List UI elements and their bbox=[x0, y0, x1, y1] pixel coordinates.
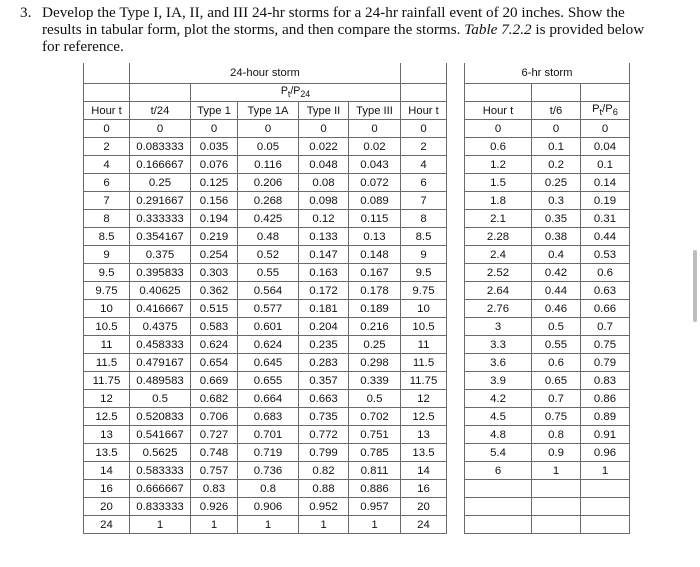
table-cell: 12 bbox=[401, 390, 447, 408]
table-cell: 0.1 bbox=[581, 156, 630, 174]
table-cell: 0.4 bbox=[532, 246, 581, 264]
table-cell: 0.339 bbox=[349, 372, 401, 390]
table-cell: 11.75 bbox=[84, 372, 130, 390]
table-cell: 0.4375 bbox=[130, 318, 191, 336]
table-cell: 0.14 bbox=[581, 174, 630, 192]
table-cell: 1.5 bbox=[465, 174, 532, 192]
table-cell: 0.701 bbox=[238, 426, 299, 444]
table-cell: 3.9 bbox=[465, 372, 532, 390]
table-cell: 4 bbox=[84, 156, 130, 174]
table-cell: 4.2 bbox=[465, 390, 532, 408]
col-header-type-1: Type 1 bbox=[191, 102, 238, 120]
table-cell bbox=[532, 498, 581, 516]
table-cell: 0.089 bbox=[349, 192, 401, 210]
table-row bbox=[84, 372, 630, 390]
table-cell: 13 bbox=[84, 426, 130, 444]
table-cell: 1 bbox=[238, 516, 299, 534]
table-cell: 0.125 bbox=[191, 174, 238, 192]
table-row bbox=[84, 156, 630, 174]
table-cell: 0.08 bbox=[299, 174, 349, 192]
table-row bbox=[84, 444, 630, 462]
table-cell: 0.298 bbox=[349, 354, 401, 372]
table-row bbox=[84, 498, 630, 516]
table-cell: 6 bbox=[401, 174, 447, 192]
table-cell: 0.147 bbox=[299, 246, 349, 264]
table-cell: 0.7 bbox=[581, 318, 630, 336]
table-cell: 0.785 bbox=[349, 444, 401, 462]
table-cell: 1 bbox=[191, 516, 238, 534]
table-cell: 14 bbox=[84, 462, 130, 480]
table-cell: 0 bbox=[532, 120, 581, 138]
table-cell: 0.7 bbox=[532, 390, 581, 408]
table-cell: 0.6 bbox=[465, 138, 532, 156]
table-row bbox=[84, 336, 630, 354]
problem-number: 3. bbox=[20, 4, 32, 21]
table-cell: 0.926 bbox=[191, 498, 238, 516]
table-row bbox=[84, 120, 630, 138]
table-cell: 2 bbox=[84, 138, 130, 156]
storm6-label: 6-hr storm bbox=[465, 63, 630, 84]
table-cell: 0.395833 bbox=[130, 264, 191, 282]
table-cell: 0.13 bbox=[349, 228, 401, 246]
col-header-hour-repeat: Hour t bbox=[401, 102, 447, 120]
table-cell: 0.189 bbox=[349, 300, 401, 318]
table-cell: 0.25 bbox=[532, 174, 581, 192]
table-cell: 0.235 bbox=[299, 336, 349, 354]
table-cell: 0.35 bbox=[532, 210, 581, 228]
table-cell: 11 bbox=[84, 336, 130, 354]
table-row bbox=[84, 462, 630, 480]
table-cell: 0.83 bbox=[581, 372, 630, 390]
table-cell: 0.654 bbox=[191, 354, 238, 372]
table-cell: 0.206 bbox=[238, 174, 299, 192]
table-cell: 0.40625 bbox=[130, 282, 191, 300]
table-row bbox=[84, 516, 630, 534]
table-cell: 9.75 bbox=[84, 282, 130, 300]
table-cell bbox=[532, 516, 581, 534]
table-cell: 2 bbox=[401, 138, 447, 156]
table-cell: 0.9 bbox=[532, 444, 581, 462]
table-cell: 0.706 bbox=[191, 408, 238, 426]
table-cell: 0.65 bbox=[532, 372, 581, 390]
table-cell: 13.5 bbox=[84, 444, 130, 462]
table-cell: 0 bbox=[349, 120, 401, 138]
table-cell: 0.6 bbox=[581, 264, 630, 282]
table-cell: 1.2 bbox=[465, 156, 532, 174]
table-cell: 4.8 bbox=[465, 426, 532, 444]
table-cell: 0.048 bbox=[299, 156, 349, 174]
problem-text-before: Develop the Type I, IA, II, and III 24-hr storms for a 24-hr rainfall event of 20 inches. Show the results in tabular form, plot the storms, and then compare the storms. bbox=[42, 4, 625, 38]
table-cell: 0.75 bbox=[581, 336, 630, 354]
table-cell bbox=[581, 516, 630, 534]
table-cell: 0.04 bbox=[581, 138, 630, 156]
table-cell: 3.3 bbox=[465, 336, 532, 354]
problem-statement bbox=[20, 4, 660, 55]
table-cell: 0.172 bbox=[299, 282, 349, 300]
table-cell: 6 bbox=[465, 462, 532, 480]
table-cell: 0.702 bbox=[349, 408, 401, 426]
table-cell: 9.5 bbox=[401, 264, 447, 282]
table-cell: 11.5 bbox=[84, 354, 130, 372]
table-row bbox=[84, 354, 630, 372]
table-cell: 0.38 bbox=[532, 228, 581, 246]
table-cell: 0.178 bbox=[349, 282, 401, 300]
table-cell: 0.757 bbox=[191, 462, 238, 480]
table-cell: 0.55 bbox=[238, 264, 299, 282]
table-cell: 0.811 bbox=[349, 462, 401, 480]
table-cell: 0.268 bbox=[238, 192, 299, 210]
table-cell: 0.31 bbox=[581, 210, 630, 228]
table-cell: 10.5 bbox=[84, 318, 130, 336]
table-cell: 0.3 bbox=[532, 192, 581, 210]
table-cell: 12.5 bbox=[401, 408, 447, 426]
table-row bbox=[84, 282, 630, 300]
table-cell: 8.5 bbox=[401, 228, 447, 246]
table-cell: 16 bbox=[84, 480, 130, 498]
table-cell: 0.799 bbox=[299, 444, 349, 462]
table-cell: 0.42 bbox=[532, 264, 581, 282]
table-cell: 0.55 bbox=[532, 336, 581, 354]
table-cell: 4 bbox=[401, 156, 447, 174]
col-header-t-24: t/24 bbox=[130, 102, 191, 120]
table-cell: 0.076 bbox=[191, 156, 238, 174]
table-cell: 0.86 bbox=[581, 390, 630, 408]
col-header-type-2: Type II bbox=[299, 102, 349, 120]
table-cell: 0.083333 bbox=[130, 138, 191, 156]
table-cell: 2.1 bbox=[465, 210, 532, 228]
table-cell: 0.291667 bbox=[130, 192, 191, 210]
table-cell: 0.624 bbox=[191, 336, 238, 354]
table-cell: 0 bbox=[581, 120, 630, 138]
table-cell: 0.541667 bbox=[130, 426, 191, 444]
table-cell: 10.5 bbox=[401, 318, 447, 336]
table-cell: 0.354167 bbox=[130, 228, 191, 246]
table-row bbox=[84, 192, 630, 210]
table-cell: 2.76 bbox=[465, 300, 532, 318]
table-cell: 0.833333 bbox=[130, 498, 191, 516]
table-cell: 0.02 bbox=[349, 138, 401, 156]
table-cell: 4.5 bbox=[465, 408, 532, 426]
table-row bbox=[84, 210, 630, 228]
table-cell: 3 bbox=[465, 318, 532, 336]
table-cell: 0.072 bbox=[349, 174, 401, 192]
table-cell: 8.5 bbox=[84, 228, 130, 246]
table-cell bbox=[465, 516, 532, 534]
table-cell: 6 bbox=[84, 174, 130, 192]
table-cell: 20 bbox=[84, 498, 130, 516]
table-cell: 0.515 bbox=[191, 300, 238, 318]
table-cell: 0.2 bbox=[532, 156, 581, 174]
table-cell: 0.25 bbox=[130, 174, 191, 192]
table-cell: 0.663 bbox=[299, 390, 349, 408]
table-cell: 0.148 bbox=[349, 246, 401, 264]
col-header-hour-24: Hour t bbox=[84, 102, 130, 120]
table-cell: 0.66 bbox=[581, 300, 630, 318]
table-cell: 0.458333 bbox=[130, 336, 191, 354]
table-cell: 0 bbox=[401, 120, 447, 138]
table-cell: 0.79 bbox=[581, 354, 630, 372]
table-cell: 0 bbox=[238, 120, 299, 138]
problem-text-after: is provided below for reference. bbox=[42, 21, 645, 55]
table-cell: 0.283 bbox=[299, 354, 349, 372]
table-cell: 24 bbox=[401, 516, 447, 534]
problem-text bbox=[42, 4, 660, 55]
table-cell: 0 bbox=[299, 120, 349, 138]
table-cell: 0.5 bbox=[349, 390, 401, 408]
table-cell: 0.751 bbox=[349, 426, 401, 444]
table-cell bbox=[581, 498, 630, 516]
table-cell: 1 bbox=[130, 516, 191, 534]
table-cell: 0.83 bbox=[191, 480, 238, 498]
table-cell: 0 bbox=[465, 120, 532, 138]
table-row bbox=[84, 408, 630, 426]
table-cell: 0.489583 bbox=[130, 372, 191, 390]
table-cell: 0.664 bbox=[238, 390, 299, 408]
table-cell bbox=[465, 480, 532, 498]
table-cell: 8 bbox=[84, 210, 130, 228]
table-cell: 0.564 bbox=[238, 282, 299, 300]
table-cell: 1 bbox=[299, 516, 349, 534]
table-cell: 0.82 bbox=[299, 462, 349, 480]
table-cell: 0.5625 bbox=[130, 444, 191, 462]
table-row bbox=[84, 228, 630, 246]
table-cell: 1 bbox=[532, 462, 581, 480]
table-cell: 10 bbox=[401, 300, 447, 318]
table-cell: 2.52 bbox=[465, 264, 532, 282]
table-cell: 0.181 bbox=[299, 300, 349, 318]
col-header-type-1a: Type 1A bbox=[238, 102, 299, 120]
table-cell: 0.479167 bbox=[130, 354, 191, 372]
table-cell: 1 bbox=[349, 516, 401, 534]
table-cell: 0.6 bbox=[532, 354, 581, 372]
table-cell: 9.5 bbox=[84, 264, 130, 282]
table-row bbox=[84, 174, 630, 192]
table-cell: 0.5 bbox=[130, 390, 191, 408]
table-cell: 0.75 bbox=[532, 408, 581, 426]
table-cell: 0.216 bbox=[349, 318, 401, 336]
table-cell: 0.167 bbox=[349, 264, 401, 282]
table-cell: 0.12 bbox=[299, 210, 349, 228]
ratio24-label: $P_t/P_{24}$ bbox=[191, 84, 401, 102]
table-row bbox=[84, 138, 630, 156]
table-cell: 0.91 bbox=[581, 426, 630, 444]
table-cell: 0.163 bbox=[299, 264, 349, 282]
table-cell: 8 bbox=[401, 210, 447, 228]
table-cell: 0.727 bbox=[191, 426, 238, 444]
table-cell: 7 bbox=[401, 192, 447, 210]
table-cell: 13 bbox=[401, 426, 447, 444]
table-cell: 2.4 bbox=[465, 246, 532, 264]
table-cell: 0.52 bbox=[238, 246, 299, 264]
table-cell: 0.204 bbox=[299, 318, 349, 336]
table-row bbox=[84, 426, 630, 444]
table-cell: 0.116 bbox=[238, 156, 299, 174]
table-cell: 0.583 bbox=[191, 318, 238, 336]
table-cell: 0.53 bbox=[581, 246, 630, 264]
table-cell: 11 bbox=[401, 336, 447, 354]
table-cell: 0.254 bbox=[191, 246, 238, 264]
table-cell: 0.25 bbox=[349, 336, 401, 354]
table-cell: 0.44 bbox=[581, 228, 630, 246]
table-cell: 2.28 bbox=[465, 228, 532, 246]
table-row bbox=[84, 480, 630, 498]
table-cell: 0.8 bbox=[532, 426, 581, 444]
table-row bbox=[84, 300, 630, 318]
table-cell: 0.098 bbox=[299, 192, 349, 210]
table-cell: 0.957 bbox=[349, 498, 401, 516]
table-cell: 9 bbox=[401, 246, 447, 264]
table-cell: 0.63 bbox=[581, 282, 630, 300]
table-cell: 0.44 bbox=[532, 282, 581, 300]
table-cell: 0.166667 bbox=[130, 156, 191, 174]
table-reference: Table 7.2.2 bbox=[464, 21, 532, 38]
table-cell: 0.655 bbox=[238, 372, 299, 390]
col-header-hour-6: Hour t bbox=[465, 102, 532, 120]
table-cell: 0.48 bbox=[238, 228, 299, 246]
table-cell: 0.583333 bbox=[130, 462, 191, 480]
table-cell: 0.645 bbox=[238, 354, 299, 372]
table-row bbox=[84, 264, 630, 282]
table-row bbox=[84, 318, 630, 336]
table-cell bbox=[465, 498, 532, 516]
col-header-ratio-6: $P_t/P_6$ bbox=[581, 102, 630, 120]
table-cell: 0.748 bbox=[191, 444, 238, 462]
table-cell: 0.719 bbox=[238, 444, 299, 462]
table-cell: 0.89 bbox=[581, 408, 630, 426]
table-cell: 0.194 bbox=[191, 210, 238, 228]
storm24-label: 24-hour storm bbox=[130, 63, 401, 84]
table-cell: 11.5 bbox=[401, 354, 447, 372]
table-cell: 0.19 bbox=[581, 192, 630, 210]
table-cell: 0 bbox=[191, 120, 238, 138]
table-cell: 0.666667 bbox=[130, 480, 191, 498]
table-cell: 0.624 bbox=[238, 336, 299, 354]
col-header-t-6: t/6 bbox=[532, 102, 581, 120]
column-header-row bbox=[84, 102, 630, 120]
table-cell: 9.75 bbox=[401, 282, 447, 300]
table-cell: 0.219 bbox=[191, 228, 238, 246]
table-cell: 0.669 bbox=[191, 372, 238, 390]
col-header-type-3: Type III bbox=[349, 102, 401, 120]
table-cell: 0.772 bbox=[299, 426, 349, 444]
table-cell: 0 bbox=[84, 120, 130, 138]
table-row bbox=[84, 390, 630, 408]
table-cell: 0.357 bbox=[299, 372, 349, 390]
scrollbar[interactable] bbox=[693, 250, 697, 322]
table-cell: 0.5 bbox=[532, 318, 581, 336]
table-cell: 0.05 bbox=[238, 138, 299, 156]
table-cell: 12.5 bbox=[84, 408, 130, 426]
table-cell: 0.035 bbox=[191, 138, 238, 156]
table-cell: 0.886 bbox=[349, 480, 401, 498]
table-cell: 11.75 bbox=[401, 372, 447, 390]
table-cell: 1 bbox=[581, 462, 630, 480]
table-cell: 0.425 bbox=[238, 210, 299, 228]
table-cell: 1.8 bbox=[465, 192, 532, 210]
table-cell: 0 bbox=[130, 120, 191, 138]
table-cell: 7 bbox=[84, 192, 130, 210]
table-cell: 0.156 bbox=[191, 192, 238, 210]
table-cell: 0.133 bbox=[299, 228, 349, 246]
table-cell: 0.683 bbox=[238, 408, 299, 426]
table-cell: 0.46 bbox=[532, 300, 581, 318]
table-cell: 0.333333 bbox=[130, 210, 191, 228]
table-cell: 0.601 bbox=[238, 318, 299, 336]
table-cell: 0.115 bbox=[349, 210, 401, 228]
table-cell: 0.375 bbox=[130, 246, 191, 264]
table-cell: 16 bbox=[401, 480, 447, 498]
table-cell: 0.8 bbox=[238, 480, 299, 498]
table-cell: 0.682 bbox=[191, 390, 238, 408]
table-cell: 14 bbox=[401, 462, 447, 480]
table-cell bbox=[532, 480, 581, 498]
table-cell: 5.4 bbox=[465, 444, 532, 462]
table-cell: 0.362 bbox=[191, 282, 238, 300]
table-cell: 0.736 bbox=[238, 462, 299, 480]
table-cell: 20 bbox=[401, 498, 447, 516]
table-cell: 0.96 bbox=[581, 444, 630, 462]
table-row bbox=[84, 246, 630, 264]
table-cell: 24 bbox=[84, 516, 130, 534]
table-cell: 2.64 bbox=[465, 282, 532, 300]
table-cell: 0.022 bbox=[299, 138, 349, 156]
table-cell: 0.043 bbox=[349, 156, 401, 174]
table-cell: 0.1 bbox=[532, 138, 581, 156]
table-cell: 0.416667 bbox=[130, 300, 191, 318]
table-cell: 0.906 bbox=[238, 498, 299, 516]
table-cell bbox=[581, 480, 630, 498]
table-cell: 3.6 bbox=[465, 354, 532, 372]
table-cell: 0.520833 bbox=[130, 408, 191, 426]
storm-distribution-table bbox=[83, 63, 630, 534]
table-cell: 0.735 bbox=[299, 408, 349, 426]
table-cell: 0.88 bbox=[299, 480, 349, 498]
table-cell: 0.952 bbox=[299, 498, 349, 516]
table-cell: 13.5 bbox=[401, 444, 447, 462]
table-cell: 0.303 bbox=[191, 264, 238, 282]
table-cell: 10 bbox=[84, 300, 130, 318]
table-cell: 12 bbox=[84, 390, 130, 408]
table-cell: 0.577 bbox=[238, 300, 299, 318]
table-cell: 9 bbox=[84, 246, 130, 264]
